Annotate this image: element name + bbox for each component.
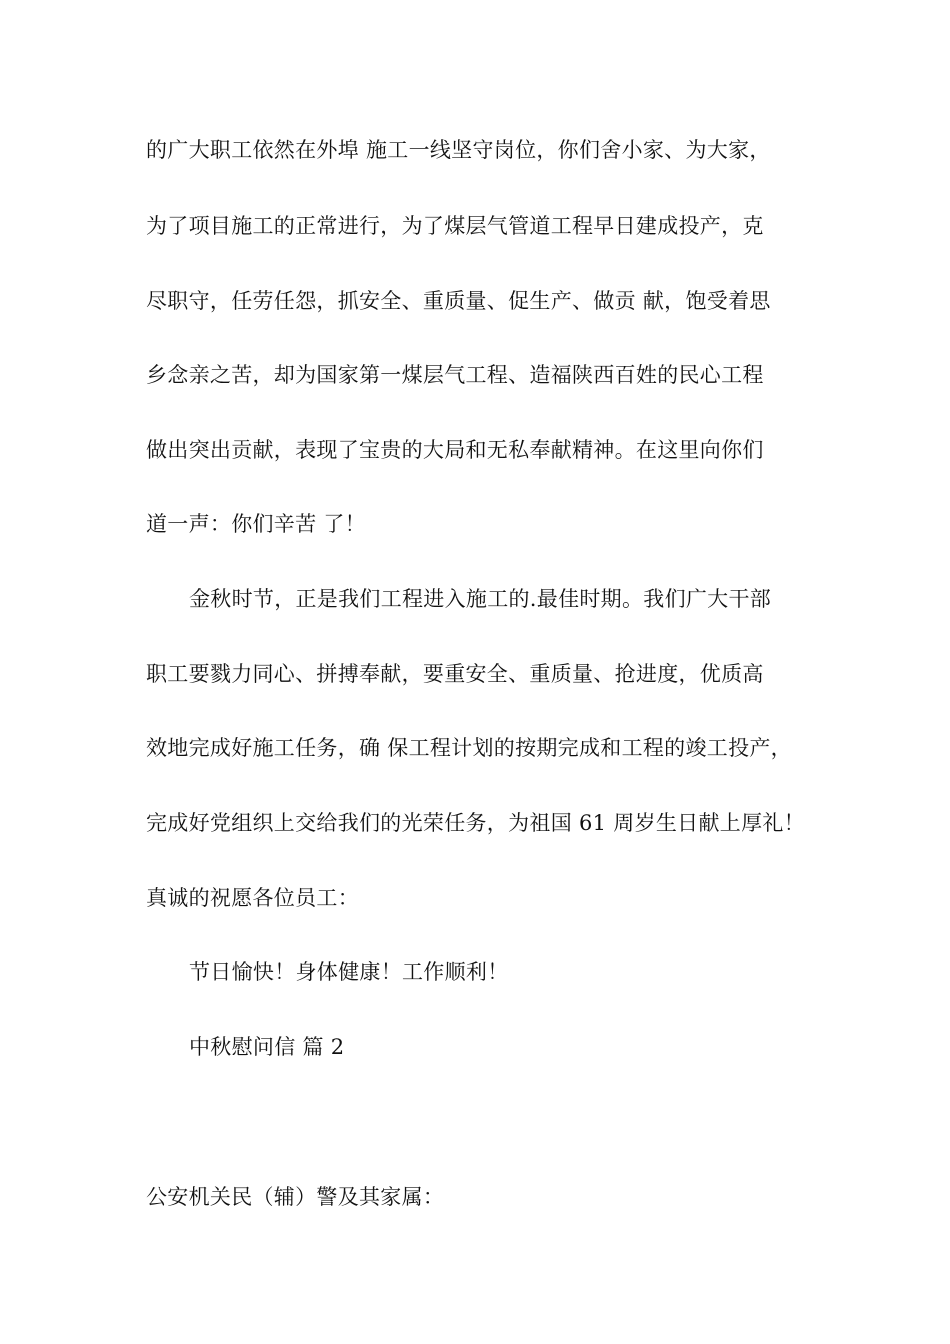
paragraph-line: 乡念亲之苦，却为国家第一煤层气工程、造福陕西百姓的民心工程 xyxy=(146,363,764,387)
paragraph-line: 金秋时节，正是我们工程进入施工的.最佳时期。我们广大干部 xyxy=(189,587,772,611)
section-heading: 中秋慰问信 篇 2 xyxy=(189,1035,345,1059)
paragraph-line: 尽职守，任劳任怨，抓安全、重质量、促生产、做贡 献，饱受着思 xyxy=(146,289,771,313)
paragraph-line: 为了项目施工的正常进行，为了煤层气管道工程早日建成投产，克 xyxy=(146,214,764,238)
paragraph-line: 真诚的祝愿各位员工： xyxy=(146,886,359,910)
paragraph-line: 做出突出贡献，表现了宝贵的大局和无私奉献精神。在这里向你们 xyxy=(146,438,764,462)
paragraph-line: 职工要戮力同心、拼搏奉献，要重安全、重质量、抢进度，优质高 xyxy=(146,662,764,686)
greeting-line: 节日愉快！身体健康！工作顺利！ xyxy=(189,960,509,984)
paragraph-line: 效地完成好施工任务，确 保工程计划的按期完成和工程的竣工投产， xyxy=(146,736,792,760)
paragraph-line: 的广大职工依然在外埠 施工一线坚守岗位，你们舍小家、为大家， xyxy=(146,138,771,162)
paragraph-line: 完成好党组织上交给我们的光荣任务，为祖国 61 周岁生日献上厚礼！ xyxy=(146,811,805,835)
paragraph-line: 道一声：你们辛苦 了！ xyxy=(146,512,366,536)
salutation-line: 公安机关民（辅）警及其家属： xyxy=(146,1185,445,1209)
